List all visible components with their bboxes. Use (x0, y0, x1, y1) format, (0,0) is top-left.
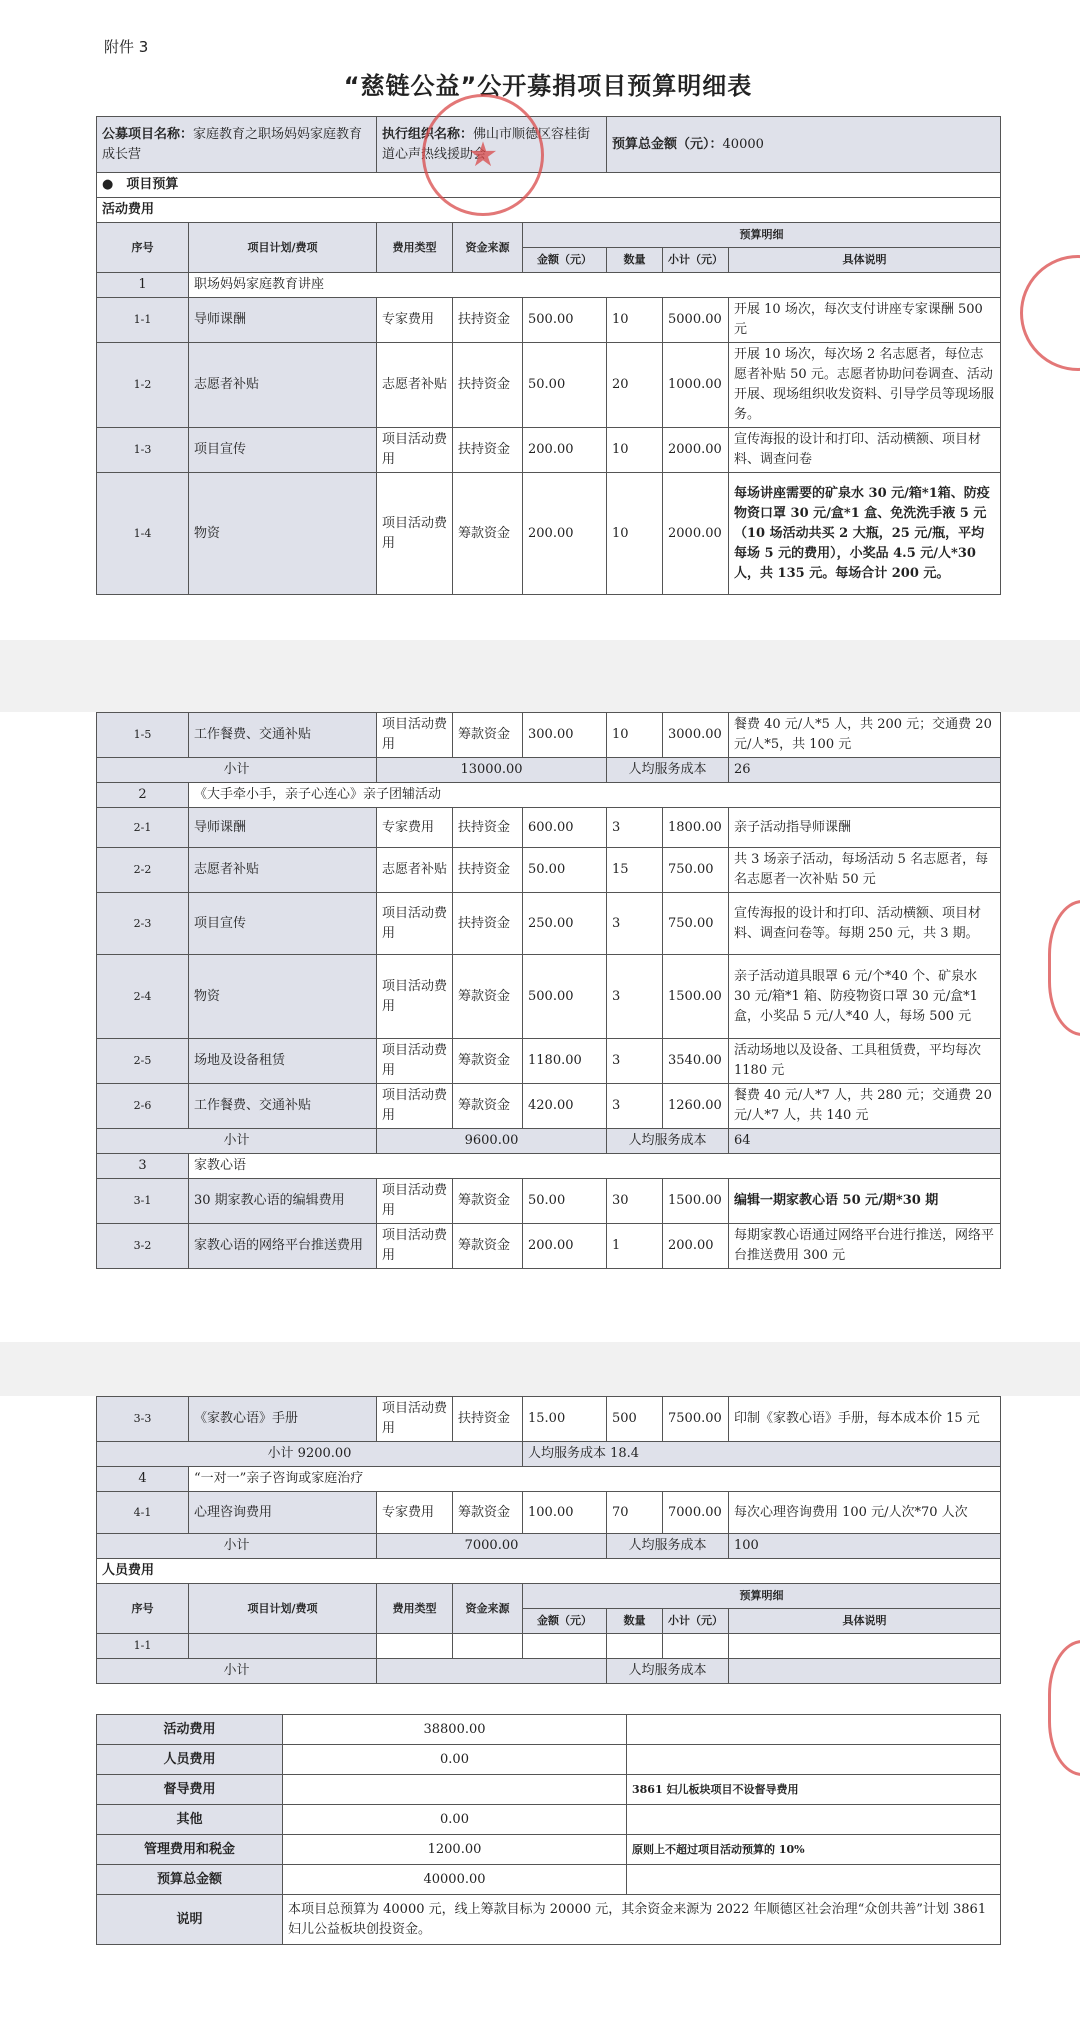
row-source: 筹款资金 (453, 1039, 523, 1084)
group-row (97, 273, 1001, 298)
summary-note: 原则上不超过项目活动预算的 10% (627, 1835, 1001, 1865)
row-type: 项目活动费用 (377, 1084, 453, 1129)
row-qty: 3 (607, 1039, 663, 1084)
summary-value: 40000.00 (283, 1865, 627, 1895)
row-type: 项目活动费用 (377, 1224, 453, 1269)
budget-total: 40000 (722, 136, 764, 152)
row-subtotal: 1260.00 (663, 1084, 729, 1129)
row-qty: 15 (607, 848, 663, 893)
subtotal-label: 小计 (97, 1534, 377, 1559)
row-desc: 活动场地以及设备、工具租赁费，平均每次 1180 元 (729, 1039, 1001, 1084)
subtotal-row (97, 1534, 1001, 1559)
group-row (97, 1154, 1001, 1179)
row-type: 项目活动费用 (377, 1397, 453, 1442)
group-no: 4 (97, 1467, 189, 1492)
row-no: 1-1 (97, 1634, 189, 1659)
row-subtotal: 1500.00 (663, 955, 729, 1039)
table-row (97, 1039, 1001, 1084)
row-subtotal: 7500.00 (663, 1397, 729, 1442)
row-source: 筹款资金 (453, 1179, 523, 1224)
row-desc: 共 3 场亲子活动，每场活动 5 名志愿者，每名志愿者一次补贴 50 元 (729, 848, 1001, 893)
summary-row (97, 1805, 1001, 1835)
row-source: 筹款资金 (453, 713, 523, 758)
per-capita-label: 人均服务成本 18.4 (523, 1442, 1001, 1467)
row-type: 志愿者补贴 (377, 343, 453, 428)
group-title: 《大手牵小手，亲子心连心》亲子团辅活动 (189, 783, 1001, 808)
per-capita-label: 人均服务成本 (607, 1129, 729, 1154)
summary-note (627, 1745, 1001, 1775)
row-desc: 编辑一期家教心语 50 元/期*30 期 (729, 1179, 1001, 1224)
margin-seal (1048, 1640, 1080, 1776)
row-subtotal: 1800.00 (663, 808, 729, 848)
summary-row (97, 1745, 1001, 1775)
row-qty: 3 (607, 808, 663, 848)
row-type: 专家费用 (377, 808, 453, 848)
row-qty: 1 (607, 1224, 663, 1269)
summary-label: 督导费用 (97, 1775, 283, 1805)
row-subtotal: 2000.00 (663, 428, 729, 473)
row-amount: 200.00 (523, 428, 607, 473)
row-no: 3-3 (97, 1397, 189, 1442)
col-amount: 金额（元） (523, 248, 607, 273)
group-row (97, 1467, 1001, 1492)
row-desc: 每次心理咨询费用 100 元/人次*70 人次 (729, 1492, 1001, 1534)
row-item: 场地及设备租赁 (189, 1039, 377, 1084)
row-desc: 亲子活动道具眼罩 6 元/个*40 个、矿泉水 30 元/箱*1 箱、防疫物资口罩 30 元/盒*1 盒，小奖品 5 元/人*40 人，每场 500 元 (729, 955, 1001, 1039)
row-item: 《家教心语》手册 (189, 1397, 377, 1442)
row-no: 1-5 (97, 713, 189, 758)
remark-label: 说明 (97, 1895, 283, 1945)
table-row (97, 713, 1001, 758)
table-row (97, 893, 1001, 955)
row-item: 志愿者补贴 (189, 343, 377, 428)
row-desc: 印制《家教心语》手册，每本成本价 15 元 (729, 1397, 1001, 1442)
org-name-label: 执行组织名称： (382, 126, 474, 142)
row-desc: 餐费 40 元/人*7 人，共 280 元；交通费 20 元/人*7 人，共 140 元 (729, 1084, 1001, 1129)
project-name: 家庭教育之职场妈妈家庭教育成长营 (102, 126, 363, 162)
per-capita-label: 人均服务成本 (607, 1534, 729, 1559)
table-row (97, 808, 1001, 848)
col-detail: 预算明细 (523, 223, 1001, 248)
table-row (97, 1397, 1001, 1442)
subtotal-row (97, 1659, 1001, 1684)
row-source: 筹款资金 (453, 1084, 523, 1129)
document-page-2 (96, 712, 1000, 1342)
col-subtotal: 小计（元） (663, 1609, 729, 1634)
col-source: 资金来源 (453, 223, 523, 273)
summary-label: 人员费用 (97, 1745, 283, 1775)
row-item: 导师课酬 (189, 298, 377, 343)
row-subtotal: 3000.00 (663, 713, 729, 758)
row-subtotal: 1500.00 (663, 1179, 729, 1224)
remark-text: 本项目总预算为 40000 元，线上筹款目标为 20000 元，其余资金来源为 2022 年顺德区社会治理“众创共善”计划 3861 妇儿公益板块创投资金。 (283, 1895, 1001, 1945)
row-subtotal: 2000.00 (663, 473, 729, 595)
row-qty: 10 (607, 713, 663, 758)
col-amount: 金额（元） (523, 1609, 607, 1634)
summary-note (627, 1865, 1001, 1895)
row-qty: 3 (607, 1084, 663, 1129)
table-row (97, 1179, 1001, 1224)
col-source: 资金来源 (453, 1584, 523, 1634)
header-row (97, 117, 1001, 173)
col-qty: 数量 (607, 248, 663, 273)
row-no: 2-3 (97, 893, 189, 955)
column-header-row (97, 223, 1001, 248)
row-no: 2-1 (97, 808, 189, 848)
row-desc: 亲子活动指导师课酬 (729, 808, 1001, 848)
row-type: 项目活动费用 (377, 473, 453, 595)
row-amount: 420.00 (523, 1084, 607, 1129)
personnel-costs-label: 人员费用 (97, 1559, 1001, 1584)
col-detail: 预算明细 (523, 1584, 1001, 1609)
row-qty: 10 (607, 428, 663, 473)
row-subtotal: 5000.00 (663, 298, 729, 343)
col-desc: 具体说明 (729, 248, 1001, 273)
row-no: 2-2 (97, 848, 189, 893)
document-page-3 (96, 1396, 1000, 2028)
row-type: 项目活动费用 (377, 428, 453, 473)
row-amount: 1180.00 (523, 1039, 607, 1084)
row-source: 扶持资金 (453, 428, 523, 473)
summary-table (96, 1714, 1001, 1945)
row-qty: 70 (607, 1492, 663, 1534)
row-source: 扶持资金 (453, 343, 523, 428)
column-header-row (97, 1584, 1001, 1609)
row-amount: 15.00 (523, 1397, 607, 1442)
row-qty: 500 (607, 1397, 663, 1442)
per-capita-label: 人均服务成本 (607, 1659, 729, 1684)
row-amount: 200.00 (523, 1224, 607, 1269)
col-item: 项目计划/费项 (189, 223, 377, 273)
table-row (97, 473, 1001, 595)
row-subtotal: 3540.00 (663, 1039, 729, 1084)
row-subtotal: 200.00 (663, 1224, 729, 1269)
subtotal-label: 小计 (97, 1659, 377, 1684)
subtotal-value: 9600.00 (377, 1129, 607, 1154)
row-type: 志愿者补贴 (377, 848, 453, 893)
row-subtotal: 7000.00 (663, 1492, 729, 1534)
col-subtotal: 小计（元） (663, 248, 729, 273)
margin-seal (1020, 255, 1080, 371)
section-budget: ● 项目预算 (97, 173, 1001, 198)
row-item: 导师课酬 (189, 808, 377, 848)
summary-note (627, 1805, 1001, 1835)
per-capita-label: 人均服务成本 (607, 758, 729, 783)
project-name-label: 公募项目名称： (102, 126, 194, 142)
row-source: 筹款资金 (453, 473, 523, 595)
row-type: 项目活动费用 (377, 955, 453, 1039)
document-page-1 (96, 0, 1000, 640)
table-row (97, 428, 1001, 473)
row-no: 2-4 (97, 955, 189, 1039)
row-source: 筹款资金 (453, 1492, 523, 1534)
row-desc: 开展 10 场次，每次场 2 名志愿者，每位志愿者补贴 50 元。志愿者协助问卷调查、活动开展、现场组织收发资料、引导学员等现场服务。 (729, 343, 1001, 428)
per-capita-value: 26 (729, 758, 1001, 783)
row-desc: 每期家教心语通过网络平台进行推送，网络平台推送费用 300 元 (729, 1224, 1001, 1269)
row-subtotal: 750.00 (663, 848, 729, 893)
summary-row (97, 1835, 1001, 1865)
row-source: 扶持资金 (453, 893, 523, 955)
per-capita-value: 64 (729, 1129, 1001, 1154)
summary-label: 管理费用和税金 (97, 1835, 283, 1865)
row-subtotal: 750.00 (663, 893, 729, 955)
row-source: 筹款资金 (453, 1224, 523, 1269)
per-capita-value: 100 (729, 1534, 1001, 1559)
group-row (97, 783, 1001, 808)
row-type: 专家费用 (377, 298, 453, 343)
row-no: 1-2 (97, 343, 189, 428)
row-desc: 餐费 40 元/人*5 人，共 200 元；交通费 20 元/人*5，共 100 元 (729, 713, 1001, 758)
row-no: 2-6 (97, 1084, 189, 1129)
table-row (97, 298, 1001, 343)
table-row (97, 1634, 1001, 1659)
row-no: 1-3 (97, 428, 189, 473)
row-no: 3-1 (97, 1179, 189, 1224)
table-row (97, 955, 1001, 1039)
subtotal-value: 7000.00 (377, 1534, 607, 1559)
summary-note: 3861 妇儿板块项目不设督导费用 (627, 1775, 1001, 1805)
summary-row (97, 1775, 1001, 1805)
subtotal-value: 13000.00 (377, 758, 607, 783)
group-no: 1 (97, 273, 189, 298)
col-no: 序号 (97, 1584, 189, 1634)
page-gap (0, 640, 1080, 712)
table-row (97, 343, 1001, 428)
summary-value: 1200.00 (283, 1835, 627, 1865)
subtotal-row (97, 758, 1001, 783)
col-no: 序号 (97, 223, 189, 273)
row-amount: 500.00 (523, 955, 607, 1039)
row-type: 项目活动费用 (377, 893, 453, 955)
row-desc: 宣传海报的设计和打印、活动横额、项目材料、调查问卷等。每期 250 元，共 3 期。 (729, 893, 1001, 955)
row-item: 心理咨询费用 (189, 1492, 377, 1534)
row-desc: 宣传海报的设计和打印、活动横额、项目材料、调查问卷 (729, 428, 1001, 473)
col-item: 项目计划/费项 (189, 1584, 377, 1634)
col-desc: 具体说明 (729, 1609, 1001, 1634)
subtotal-label: 小计 9200.00 (97, 1442, 523, 1467)
row-no: 3-2 (97, 1224, 189, 1269)
row-subtotal: 1000.00 (663, 343, 729, 428)
row-source: 扶持资金 (453, 1397, 523, 1442)
document-title: “慈链公益”公开募捐项目预算明细表 (343, 72, 753, 100)
activity-costs-label: 活动费用 (97, 198, 1001, 223)
summary-value (283, 1775, 627, 1805)
budget-table-part2 (96, 712, 1001, 1269)
row-item: 项目宣传 (189, 428, 377, 473)
row-no: 2-5 (97, 1039, 189, 1084)
row-item: 物资 (189, 955, 377, 1039)
page-gap (0, 1342, 1080, 1396)
row-amount: 100.00 (523, 1492, 607, 1534)
row-amount: 200.00 (523, 473, 607, 595)
row-item: 项目宣传 (189, 893, 377, 955)
row-type: 专家费用 (377, 1492, 453, 1534)
table-row (97, 848, 1001, 893)
table-row (97, 1084, 1001, 1129)
row-type: 项目活动费用 (377, 1179, 453, 1224)
row-item: 工作餐费、交通补贴 (189, 713, 377, 758)
row-qty: 10 (607, 298, 663, 343)
org-name: 佛山市顺德区容桂街道心声热线援助会 (382, 126, 591, 162)
row-qty: 10 (607, 473, 663, 595)
row-amount: 50.00 (523, 848, 607, 893)
row-no: 4-1 (97, 1492, 189, 1534)
row-amount: 50.00 (523, 343, 607, 428)
star-icon: ★ (467, 135, 499, 175)
row-amount: 300.00 (523, 713, 607, 758)
group-title: “一对一”亲子咨询或家庭治疗 (189, 1467, 1001, 1492)
row-type: 项目活动费用 (377, 1039, 453, 1084)
row-item: 30 期家教心语的编辑费用 (189, 1179, 377, 1224)
group-no: 2 (97, 783, 189, 808)
summary-value: 0.00 (283, 1805, 627, 1835)
row-no: 1-1 (97, 298, 189, 343)
subtotal-row (97, 1129, 1001, 1154)
col-type: 费用类型 (377, 1584, 453, 1634)
row-item: 工作餐费、交通补贴 (189, 1084, 377, 1129)
subtotal-label: 小计 (97, 758, 377, 783)
row-source: 扶持资金 (453, 808, 523, 848)
summary-row (97, 1715, 1001, 1745)
official-seal (422, 94, 544, 216)
row-no: 1-4 (97, 473, 189, 595)
budget-table-part1 (96, 116, 1001, 595)
budget-total-label: 预算总金额（元）： (612, 136, 723, 152)
summary-label: 预算总金额 (97, 1865, 283, 1895)
row-qty: 20 (607, 343, 663, 428)
summary-row (97, 1865, 1001, 1895)
summary-label: 其他 (97, 1805, 283, 1835)
row-item: 家教心语的网络平台推送费用 (189, 1224, 377, 1269)
row-amount: 500.00 (523, 298, 607, 343)
summary-label: 活动费用 (97, 1715, 283, 1745)
row-type: 项目活动费用 (377, 713, 453, 758)
budget-table-part3 (96, 1396, 1001, 1684)
row-source: 筹款资金 (453, 955, 523, 1039)
table-row (97, 1492, 1001, 1534)
row-item: 志愿者补贴 (189, 848, 377, 893)
row-amount: 50.00 (523, 1179, 607, 1224)
summary-value: 38800.00 (283, 1715, 627, 1745)
row-qty: 30 (607, 1179, 663, 1224)
row-source: 扶持资金 (453, 298, 523, 343)
margin-seal (1048, 900, 1080, 1036)
row-qty: 3 (607, 955, 663, 1039)
row-desc: 每场讲座需要的矿泉水 30 元/箱*1箱、防疫物资口罩 30 元/盒*1 盒、免洗洗手液 5 元（10 场活动共买 2 大瓶，25 元/瓶，平均每场 5 元的费用），小奖品 4.5 元/人*30 人，共 135 元。每场合计 200 元。 (729, 473, 1001, 595)
summary-value: 0.00 (283, 1745, 627, 1775)
row-source: 扶持资金 (453, 848, 523, 893)
row-item: 物资 (189, 473, 377, 595)
row-desc: 开展 10 场次，每次支付讲座专家课酬 500 元 (729, 298, 1001, 343)
group-title: 家教心语 (189, 1154, 1001, 1179)
row-amount: 250.00 (523, 893, 607, 955)
table-row (97, 1224, 1001, 1269)
annex-label: 附件 3 (104, 38, 149, 56)
remark-row (97, 1895, 1001, 1945)
group-title: 职场妈妈家庭教育讲座 (189, 273, 1001, 298)
row-qty: 3 (607, 893, 663, 955)
col-qty: 数量 (607, 1609, 663, 1634)
subtotal-row (97, 1442, 1001, 1467)
summary-note (627, 1715, 1001, 1745)
row-amount: 600.00 (523, 808, 607, 848)
subtotal-label: 小计 (97, 1129, 377, 1154)
col-type: 费用类型 (377, 223, 453, 273)
group-no: 3 (97, 1154, 189, 1179)
